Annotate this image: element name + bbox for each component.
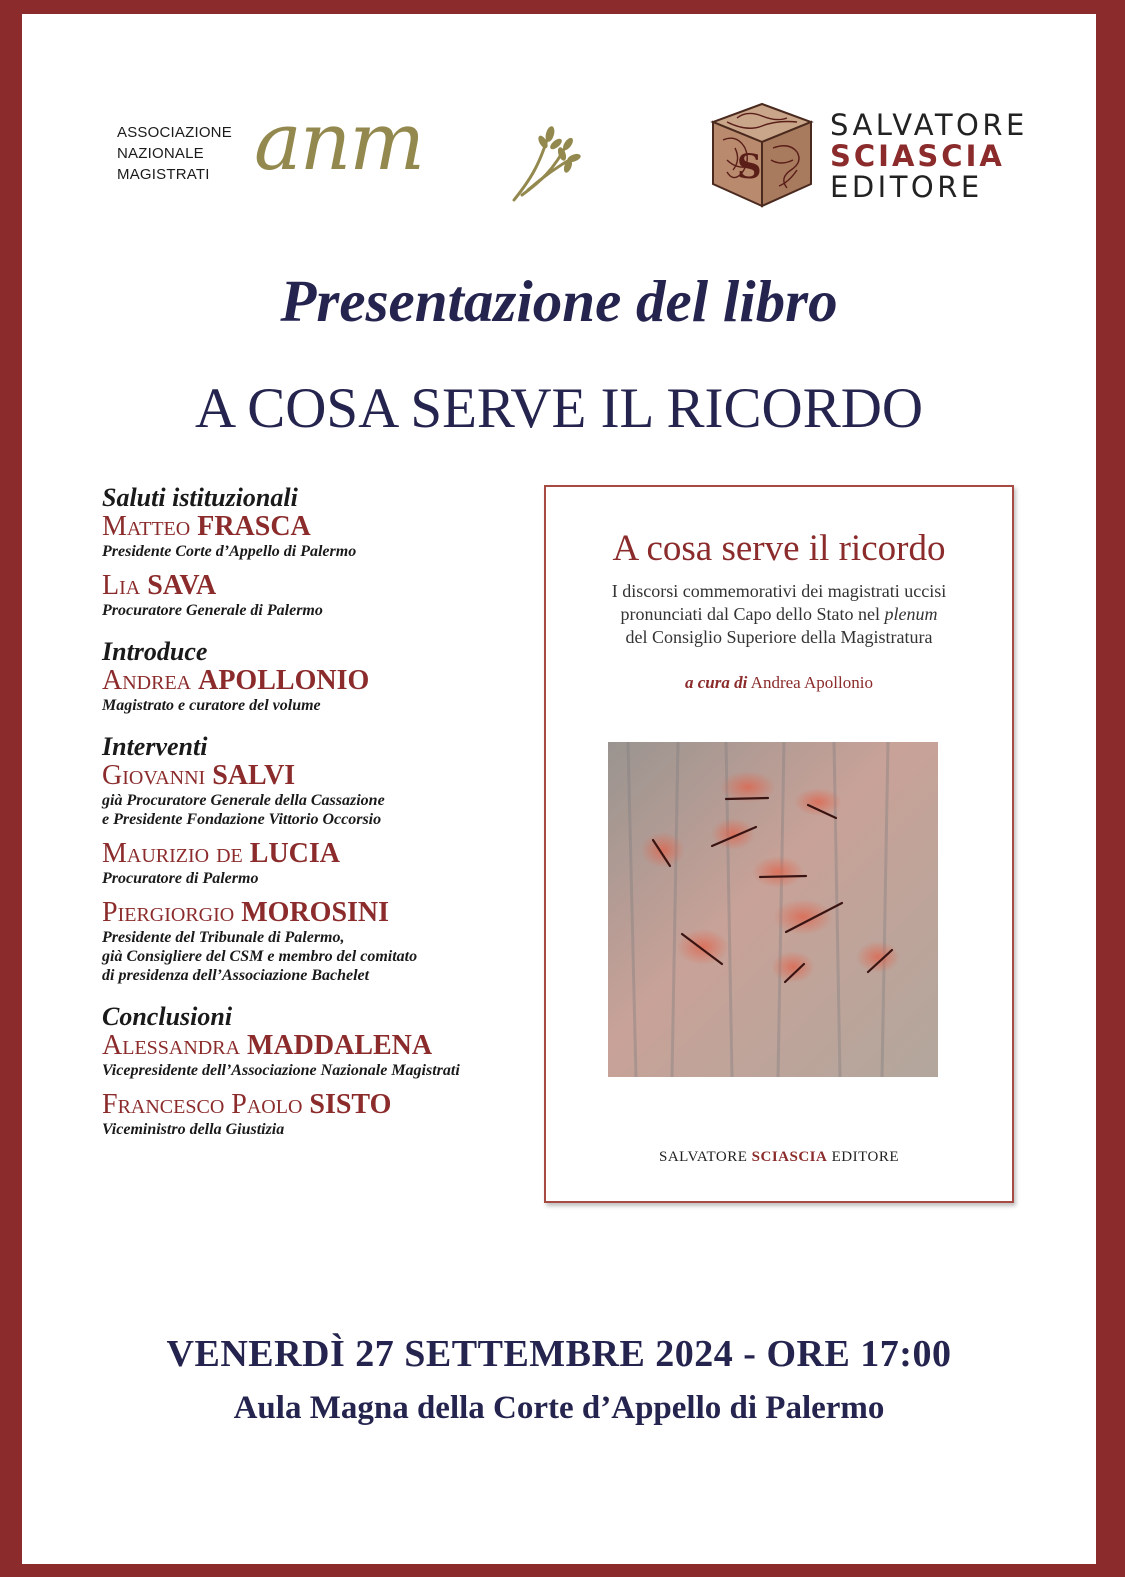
anm-line2: NAZIONALE [117,145,204,162]
editor-prefix: a cura di [685,673,748,692]
publisher-line1: SALVATORE [830,108,1028,142]
speaker-role: Procuratore di Palermo [102,870,259,887]
speaker-name [102,1031,542,1061]
first-name: Alessandra [102,1030,241,1061]
speaker-role: Presidente del Tribunale di Palermo, [102,929,345,946]
book-cover [544,485,1014,1203]
publisher-logo-text [830,110,1028,203]
last-name: APOLLONIO [198,665,370,696]
cover-painting [608,742,938,1077]
wheat-icon [510,120,582,204]
last-name: MOROSINI [241,897,390,928]
speaker-role: Viceministro della Giustizia [102,1121,285,1138]
speaker-name [102,666,542,696]
section-saluti: Saluti istituzionali [102,483,298,512]
publisher-line3: EDITORE [830,170,983,204]
first-name: Francesco Paolo [102,1089,303,1120]
subtitle-line3: del Consiglio Superiore della Magistratura [625,627,933,647]
subtitle-line1: I discorsi commemorativi dei magistrati uccisi [611,581,947,601]
svg-text:S: S [737,147,762,187]
publisher-b: SCIASCIA [751,1149,828,1165]
first-name: Matteo [102,511,191,542]
last-name: MADDALENA [247,1030,433,1061]
first-name: Maurizio de [102,838,243,869]
anm-line3: MAGISTRATI [117,166,210,183]
last-name: FRASCA [197,511,311,542]
event-place: Aula Magna della Corte d’Appello di Palermo [233,1390,885,1426]
speaker-name [102,512,542,542]
last-name: SALVI [212,760,296,791]
subtitle-line2-text: pronunciati dal Capo dello Stato nel [620,604,885,624]
speaker-role: Presidente Corte d’Appello di Palermo [102,543,357,560]
first-name: Piergiorgio [102,897,235,928]
speaker-name [102,839,542,869]
last-name: SISTO [309,1089,392,1120]
speaker-name [102,761,542,791]
anm-logo-text [117,122,232,185]
speaker-role: già Procuratore Generale della Cassazione [102,792,385,809]
last-name: SAVA [147,570,217,601]
section-conclusioni: Conclusioni [102,1002,233,1031]
first-name: Giovanni [102,760,206,791]
subtitle-line2 [546,603,1012,626]
publisher-a: SALVATORE [658,1149,752,1165]
publisher-c: EDITORE [827,1149,899,1165]
speaker-name [102,571,542,601]
first-name: Lia [102,570,141,601]
speaker-name [102,1090,542,1120]
speaker-role: già Consigliere del CSM e membro del comitato [102,948,418,965]
program [102,484,542,1139]
speaker-name [102,898,542,928]
subtitle-line2-italic: plenum [884,604,938,624]
speaker-role: Vicepresidente dell’Associazione Nazionale Magistrati [102,1062,460,1079]
book-cover-subtitle [546,580,1012,649]
book-cover-title: A cosa serve il ricordo [612,528,946,569]
page-title: Presentazione del libro [280,268,838,334]
book-cover-editor [546,673,1012,693]
editor-name: Andrea Apollonio [750,673,873,692]
book-headline: A COSA SERVE IL RICORDO [194,377,924,440]
speaker-role: e Presidente Fondazione Vittorio Occorsio [102,811,382,828]
poster [22,14,1096,1564]
anm-line1: ASSOCIAZIONE [117,124,232,141]
section-interventi: Interventi [102,732,208,761]
anm-wordmark: anm [254,95,424,188]
event-date: VENERDÌ 27 SETTEMBRE 2024 - ORE 17:00 [166,1333,952,1375]
publisher-line2: SCIASCIA [830,139,1005,173]
speaker-role: Magistrato e curatore del volume [102,697,321,714]
publisher-cube-icon [707,100,817,210]
section-introduce: Introduce [102,637,208,666]
book-cover-publisher [546,1149,1012,1166]
speaker-role: di presidenza dell’Associazione Bachelet [102,967,370,984]
speaker-role: Procuratore Generale di Palermo [102,602,323,619]
first-name: Andrea [102,665,192,696]
last-name: LUCIA [249,838,340,869]
